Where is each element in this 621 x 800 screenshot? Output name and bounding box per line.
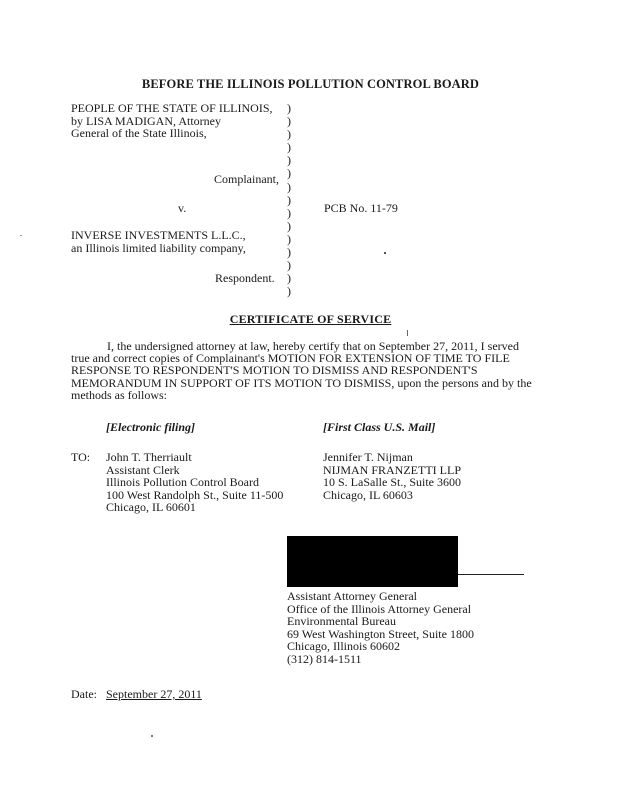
address-line: Chicago, IL 60603 [323, 487, 413, 502]
signer-line: (312) 814-1511 [287, 651, 362, 666]
paren: ) [287, 284, 291, 299]
respondent-label: Respondent. [215, 271, 275, 285]
body-line: I, the undersigned attorney at law, hereby certify that on September 27, 2011, I served [107, 339, 519, 353]
address-line: NIJMAN FRANZETTI LLP [323, 462, 461, 477]
address-line: Assistant Clerk [106, 462, 180, 477]
certificate-body [71, 340, 551, 401]
date-value: September 27, 2011 [106, 687, 202, 701]
signer-block [287, 590, 474, 666]
versus-label: v. [178, 201, 187, 215]
paren: ) [287, 179, 291, 194]
address-line: 100 West Randolph St., Suite 11-500 [106, 487, 284, 502]
address-line: Jennifer T. Nijman [323, 450, 413, 464]
to-label: TO: [71, 450, 91, 464]
caption-parentheses [287, 102, 297, 298]
service-method-electronic: [Electronic filing] [106, 420, 195, 434]
signer-line: Office of the Illinois Attorney General [287, 601, 472, 616]
body-line: MEMORANDUM IN SUPPORT OF ITS MOTION TO DISMISS, upon the persons and by the [71, 375, 532, 390]
respondent-block [71, 229, 246, 254]
paren: ) [287, 192, 291, 207]
plaintiff-block [71, 102, 273, 140]
respondent-line: INVERSE INVESTMENTS L.L.C., [71, 228, 246, 242]
paren: ) [287, 101, 291, 115]
signer-line: Assistant Attorney General [287, 589, 417, 603]
service-method-mail: [First Class U.S. Mail] [323, 420, 436, 434]
respondent-line: an Illinois limited liability company, [71, 240, 246, 255]
paren: ) [287, 114, 291, 129]
address-line: Chicago, IL 60601 [106, 500, 196, 514]
certificate-title: CERTIFICATE OF SERVICE [229, 312, 392, 326]
paren: ) [287, 258, 291, 273]
signature-line [458, 574, 524, 575]
body-line: methods as follows: [71, 387, 167, 402]
paren: ) [287, 245, 291, 260]
address-line: John T. Therriault [106, 450, 192, 464]
paren: ) [287, 218, 291, 233]
paren: ) [287, 205, 291, 220]
signer-line: Environmental Bureau [287, 614, 396, 629]
paren: ) [287, 231, 291, 246]
plaintiff-line: PEOPLE OF THE STATE OF ILLINOIS, [71, 101, 273, 115]
case-number: PCB No. 11-79 [324, 201, 398, 215]
paren: ) [287, 166, 291, 181]
scan-speck [20, 235, 22, 236]
body-line: RESPONSE TO RESPONDENT'S MOTION TO DISMISS AND RESPONDENT'S [71, 363, 478, 378]
address-line: Illinois Pollution Control Board [106, 475, 260, 489]
plaintiff-line: General of the State Illinois, [71, 126, 207, 140]
document-title: BEFORE THE ILLINOIS POLLUTION CONTROL BOARD [141, 77, 480, 91]
paren: ) [287, 127, 291, 142]
scan-speck [384, 252, 386, 254]
paren: ) [287, 153, 291, 168]
signer-line: Chicago, Illinois 60602 [287, 639, 400, 654]
redacted-signature [287, 536, 458, 587]
scan-speck [151, 735, 153, 737]
complainant-label: Complainant, [214, 172, 279, 186]
address-line: 10 S. LaSalle St., Suite 3600 [323, 475, 461, 489]
signer-line: 69 West Washington Street, Suite 1800 [287, 626, 474, 641]
scan-mark [407, 330, 408, 336]
recipient-address-counsel [323, 451, 461, 501]
plaintiff-line: by LISA MADIGAN, Attorney [71, 113, 221, 128]
paren: ) [287, 271, 291, 286]
date-label: Date: [71, 687, 97, 701]
paren: ) [287, 140, 291, 155]
recipient-address-board [106, 451, 283, 514]
body-line: true and correct copies of Complainant's MOTION FOR EXTENSION OF TIME TO FILE [71, 351, 510, 366]
